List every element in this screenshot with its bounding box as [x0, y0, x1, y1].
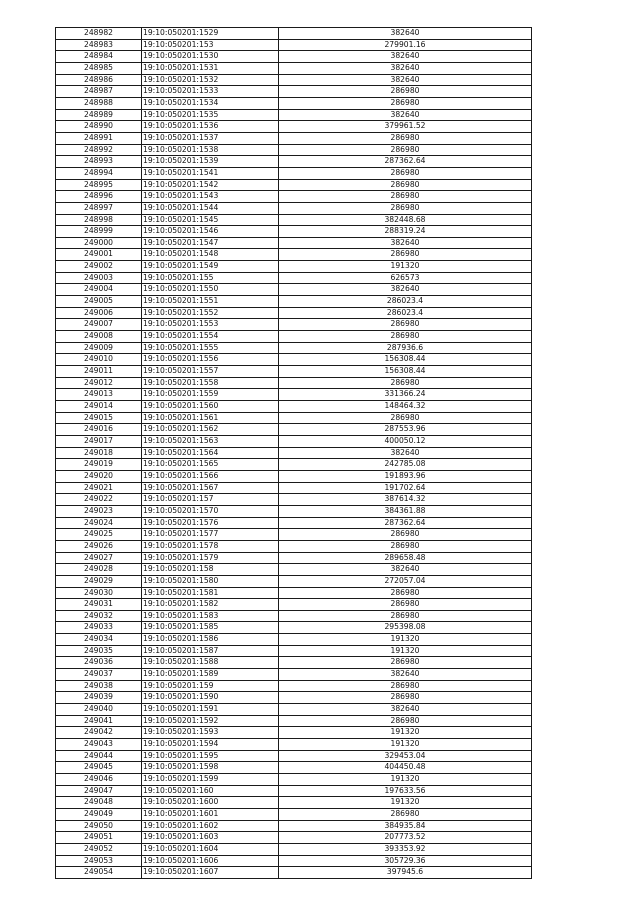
cadastral-number-cell: 19:10:050201:1547 [142, 237, 279, 249]
value-cell: 286980 [279, 179, 532, 191]
table-row [56, 657, 532, 669]
table-row [56, 727, 532, 739]
table-row [56, 459, 532, 471]
value-cell: 191320 [279, 739, 532, 751]
row-id-cell: 249033 [56, 622, 142, 634]
cadastral-number-cell: 19:10:050201:1560 [142, 401, 279, 413]
row-id-cell: 248995 [56, 179, 142, 191]
table-row [56, 261, 532, 273]
row-id-cell: 249046 [56, 774, 142, 786]
table-row [56, 575, 532, 587]
table-row [56, 226, 532, 238]
cadastral-number-cell: 19:10:050201:1589 [142, 669, 279, 681]
row-id-cell: 249007 [56, 319, 142, 331]
cadastral-number-cell: 19:10:050201:1557 [142, 366, 279, 378]
table-row [56, 319, 532, 331]
cadastral-number-cell: 19:10:050201:1556 [142, 354, 279, 366]
table-row [56, 808, 532, 820]
value-cell: 379961.52 [279, 121, 532, 133]
value-cell: 404450.48 [279, 762, 532, 774]
row-id-cell: 249013 [56, 389, 142, 401]
document-page [55, 27, 531, 879]
value-cell: 382640 [279, 237, 532, 249]
row-id-cell: 249039 [56, 692, 142, 704]
table-row [56, 272, 532, 284]
table-row [56, 482, 532, 494]
table-row [56, 610, 532, 622]
row-id-cell: 248983 [56, 39, 142, 51]
value-cell: 331366.24 [279, 389, 532, 401]
table-row [56, 179, 532, 191]
value-cell: 148464.32 [279, 401, 532, 413]
row-id-cell: 249000 [56, 237, 142, 249]
value-cell: 289658.48 [279, 552, 532, 564]
data-table [55, 27, 532, 879]
value-cell: 382640 [279, 109, 532, 121]
row-id-cell: 249051 [56, 832, 142, 844]
value-cell: 287553.96 [279, 424, 532, 436]
cadastral-number-cell: 19:10:050201:1558 [142, 377, 279, 389]
value-cell: 156308.44 [279, 354, 532, 366]
row-id-cell: 248987 [56, 86, 142, 98]
value-cell: 295398.08 [279, 622, 532, 634]
value-cell: 286980 [279, 599, 532, 611]
value-cell: 286980 [279, 587, 532, 599]
table-row [56, 156, 532, 168]
cadastral-number-cell: 19:10:050201:1588 [142, 657, 279, 669]
table-row [56, 587, 532, 599]
row-id-cell: 249011 [56, 366, 142, 378]
cadastral-number-cell: 19:10:050201:1544 [142, 202, 279, 214]
cadastral-number-cell: 19:10:050201:160 [142, 785, 279, 797]
value-cell: 382640 [279, 51, 532, 63]
table-row [56, 447, 532, 459]
value-cell: 382640 [279, 62, 532, 74]
row-id-cell: 249018 [56, 447, 142, 459]
value-cell: 286980 [279, 657, 532, 669]
cadastral-number-cell: 19:10:050201:1546 [142, 226, 279, 238]
row-id-cell: 249052 [56, 843, 142, 855]
row-id-cell: 248985 [56, 62, 142, 74]
row-id-cell: 249021 [56, 482, 142, 494]
table-row [56, 715, 532, 727]
table-row [56, 191, 532, 203]
value-cell: 286980 [279, 529, 532, 541]
cadastral-number-cell: 19:10:050201:155 [142, 272, 279, 284]
cadastral-number-cell: 19:10:050201:1554 [142, 331, 279, 343]
cadastral-number-cell: 19:10:050201:1590 [142, 692, 279, 704]
cadastral-number-cell: 19:10:050201:1578 [142, 540, 279, 552]
row-id-cell: 248989 [56, 109, 142, 121]
row-id-cell: 249022 [56, 494, 142, 506]
table-body [56, 28, 532, 879]
table-row [56, 167, 532, 179]
table-row [56, 540, 532, 552]
cadastral-number-cell: 19:10:050201:1587 [142, 645, 279, 657]
row-id-cell: 249048 [56, 797, 142, 809]
row-id-cell: 248994 [56, 167, 142, 179]
value-cell: 279901.16 [279, 39, 532, 51]
cadastral-number-cell: 19:10:050201:1550 [142, 284, 279, 296]
cadastral-number-cell: 19:10:050201:1551 [142, 296, 279, 308]
value-cell: 382640 [279, 564, 532, 576]
table-row [56, 62, 532, 74]
value-cell: 384935.84 [279, 820, 532, 832]
cadastral-number-cell: 19:10:050201:1581 [142, 587, 279, 599]
cadastral-number-cell: 19:10:050201:1579 [142, 552, 279, 564]
row-id-cell: 249017 [56, 435, 142, 447]
value-cell: 287362.64 [279, 156, 532, 168]
table-row [56, 424, 532, 436]
value-cell: 286980 [279, 132, 532, 144]
table-row [56, 132, 532, 144]
row-id-cell: 249005 [56, 296, 142, 308]
value-cell: 191320 [279, 774, 532, 786]
value-cell: 287362.64 [279, 517, 532, 529]
table-row [56, 855, 532, 867]
table-row [56, 517, 532, 529]
value-cell: 286980 [279, 319, 532, 331]
value-cell: 286980 [279, 249, 532, 261]
table-row [56, 342, 532, 354]
value-cell: 272057.04 [279, 575, 532, 587]
row-id-cell: 249050 [56, 820, 142, 832]
table-row [56, 284, 532, 296]
table-row [56, 645, 532, 657]
row-id-cell: 249041 [56, 715, 142, 727]
row-id-cell: 249010 [56, 354, 142, 366]
table-row [56, 750, 532, 762]
row-id-cell: 249006 [56, 307, 142, 319]
table-row [56, 564, 532, 576]
cadastral-number-cell: 19:10:050201:1542 [142, 179, 279, 191]
cadastral-number-cell: 19:10:050201:1599 [142, 774, 279, 786]
cadastral-number-cell: 19:10:050201:1586 [142, 634, 279, 646]
value-cell: 286023.4 [279, 307, 532, 319]
row-id-cell: 249028 [56, 564, 142, 576]
row-id-cell: 248984 [56, 51, 142, 63]
table-row [56, 389, 532, 401]
cadastral-number-cell: 19:10:050201:1561 [142, 412, 279, 424]
table-row [56, 529, 532, 541]
row-id-cell: 249014 [56, 401, 142, 413]
table-row [56, 202, 532, 214]
cadastral-number-cell: 19:10:050201:1585 [142, 622, 279, 634]
cadastral-number-cell: 19:10:050201:1565 [142, 459, 279, 471]
table-row [56, 832, 532, 844]
table-row [56, 74, 532, 86]
cadastral-number-cell: 19:10:050201:1530 [142, 51, 279, 63]
table-row [56, 867, 532, 879]
row-id-cell: 249027 [56, 552, 142, 564]
row-id-cell: 249043 [56, 739, 142, 751]
row-id-cell: 249015 [56, 412, 142, 424]
table-row [56, 820, 532, 832]
cadastral-number-cell: 19:10:050201:1531 [142, 62, 279, 74]
value-cell: 382640 [279, 28, 532, 40]
value-cell: 397945.6 [279, 867, 532, 879]
row-id-cell: 249034 [56, 634, 142, 646]
cadastral-number-cell: 19:10:050201:1567 [142, 482, 279, 494]
table-row [56, 121, 532, 133]
row-id-cell: 249016 [56, 424, 142, 436]
row-id-cell: 249029 [56, 575, 142, 587]
table-row [56, 39, 532, 51]
cadastral-number-cell: 19:10:050201:1591 [142, 704, 279, 716]
table-row [56, 634, 532, 646]
value-cell: 286980 [279, 412, 532, 424]
table-row [56, 622, 532, 634]
table-row [56, 669, 532, 681]
cadastral-number-cell: 19:10:050201:1553 [142, 319, 279, 331]
value-cell: 286980 [279, 86, 532, 98]
row-id-cell: 249040 [56, 704, 142, 716]
row-id-cell: 248991 [56, 132, 142, 144]
cadastral-number-cell: 19:10:050201:157 [142, 494, 279, 506]
cadastral-number-cell: 19:10:050201:159 [142, 680, 279, 692]
value-cell: 287936.6 [279, 342, 532, 354]
cadastral-number-cell: 19:10:050201:1563 [142, 435, 279, 447]
cadastral-number-cell: 19:10:050201:1593 [142, 727, 279, 739]
value-cell: 382640 [279, 74, 532, 86]
cadastral-number-cell: 19:10:050201:1533 [142, 86, 279, 98]
value-cell: 305729.36 [279, 855, 532, 867]
table-row [56, 785, 532, 797]
cadastral-number-cell: 19:10:050201:158 [142, 564, 279, 576]
value-cell: 191320 [279, 261, 532, 273]
row-id-cell: 249023 [56, 505, 142, 517]
cadastral-number-cell: 19:10:050201:1549 [142, 261, 279, 273]
row-id-cell: 249003 [56, 272, 142, 284]
table-row [56, 692, 532, 704]
value-cell: 387614.32 [279, 494, 532, 506]
value-cell: 384361.88 [279, 505, 532, 517]
cadastral-number-cell: 19:10:050201:1594 [142, 739, 279, 751]
value-cell: 329453.04 [279, 750, 532, 762]
row-id-cell: 249031 [56, 599, 142, 611]
table-row [56, 435, 532, 447]
cadastral-number-cell: 19:10:050201:1535 [142, 109, 279, 121]
table-row [56, 401, 532, 413]
cadastral-number-cell: 19:10:050201:1539 [142, 156, 279, 168]
cadastral-number-cell: 19:10:050201:1592 [142, 715, 279, 727]
row-id-cell: 249009 [56, 342, 142, 354]
table-row [56, 774, 532, 786]
cadastral-number-cell: 19:10:050201:1580 [142, 575, 279, 587]
table-row [56, 237, 532, 249]
cadastral-number-cell: 19:10:050201:1570 [142, 505, 279, 517]
cadastral-number-cell: 19:10:050201:1604 [142, 843, 279, 855]
cadastral-number-cell: 19:10:050201:1543 [142, 191, 279, 203]
table-row [56, 249, 532, 261]
table-row [56, 296, 532, 308]
table-row [56, 307, 532, 319]
value-cell: 286023.4 [279, 296, 532, 308]
cadastral-number-cell: 19:10:050201:1602 [142, 820, 279, 832]
table-row [56, 366, 532, 378]
cadastral-number-cell: 19:10:050201:1566 [142, 470, 279, 482]
cadastral-number-cell: 19:10:050201:1538 [142, 144, 279, 156]
row-id-cell: 249001 [56, 249, 142, 261]
value-cell: 286980 [279, 191, 532, 203]
cadastral-number-cell: 19:10:050201:1529 [142, 28, 279, 40]
row-id-cell: 249025 [56, 529, 142, 541]
row-id-cell: 249008 [56, 331, 142, 343]
row-id-cell: 248997 [56, 202, 142, 214]
value-cell: 191893.96 [279, 470, 532, 482]
row-id-cell: 249045 [56, 762, 142, 774]
value-cell: 197633.56 [279, 785, 532, 797]
row-id-cell: 248999 [56, 226, 142, 238]
value-cell: 382640 [279, 704, 532, 716]
cadastral-number-cell: 19:10:050201:1598 [142, 762, 279, 774]
row-id-cell: 249049 [56, 808, 142, 820]
value-cell: 286980 [279, 808, 532, 820]
row-id-cell: 248990 [56, 121, 142, 133]
value-cell: 382640 [279, 284, 532, 296]
row-id-cell: 248998 [56, 214, 142, 226]
table-row [56, 797, 532, 809]
cadastral-number-cell: 19:10:050201:1536 [142, 121, 279, 133]
table-row [56, 109, 532, 121]
cadastral-number-cell: 19:10:050201:1545 [142, 214, 279, 226]
row-id-cell: 249037 [56, 669, 142, 681]
value-cell: 286980 [279, 202, 532, 214]
table-row [56, 704, 532, 716]
table-row [56, 599, 532, 611]
cadastral-number-cell: 19:10:050201:1555 [142, 342, 279, 354]
value-cell: 286980 [279, 97, 532, 109]
row-id-cell: 249047 [56, 785, 142, 797]
table-row [56, 843, 532, 855]
value-cell: 156308.44 [279, 366, 532, 378]
value-cell: 242785.08 [279, 459, 532, 471]
table-row [56, 470, 532, 482]
row-id-cell: 249053 [56, 855, 142, 867]
value-cell: 382640 [279, 447, 532, 459]
cadastral-number-cell: 19:10:050201:1532 [142, 74, 279, 86]
row-id-cell: 249030 [56, 587, 142, 599]
value-cell: 286980 [279, 377, 532, 389]
cadastral-number-cell: 19:10:050201:153 [142, 39, 279, 51]
row-id-cell: 249036 [56, 657, 142, 669]
table-row [56, 505, 532, 517]
cadastral-number-cell: 19:10:050201:1606 [142, 855, 279, 867]
value-cell: 191320 [279, 797, 532, 809]
row-id-cell: 249019 [56, 459, 142, 471]
value-cell: 393353.92 [279, 843, 532, 855]
cadastral-number-cell: 19:10:050201:1600 [142, 797, 279, 809]
table-row [56, 377, 532, 389]
row-id-cell: 248993 [56, 156, 142, 168]
cadastral-number-cell: 19:10:050201:1537 [142, 132, 279, 144]
value-cell: 286980 [279, 680, 532, 692]
value-cell: 400050.12 [279, 435, 532, 447]
cadastral-number-cell: 19:10:050201:1548 [142, 249, 279, 261]
table-row [56, 494, 532, 506]
row-id-cell: 249026 [56, 540, 142, 552]
table-row [56, 214, 532, 226]
row-id-cell: 249012 [56, 377, 142, 389]
row-id-cell: 248986 [56, 74, 142, 86]
value-cell: 382448.68 [279, 214, 532, 226]
value-cell: 286980 [279, 540, 532, 552]
table-row [56, 680, 532, 692]
table-row [56, 144, 532, 156]
value-cell: 288319.24 [279, 226, 532, 238]
cadastral-number-cell: 19:10:050201:1601 [142, 808, 279, 820]
cadastral-number-cell: 19:10:050201:1559 [142, 389, 279, 401]
cadastral-number-cell: 19:10:050201:1552 [142, 307, 279, 319]
cadastral-number-cell: 19:10:050201:1603 [142, 832, 279, 844]
cadastral-number-cell: 19:10:050201:1576 [142, 517, 279, 529]
cadastral-number-cell: 19:10:050201:1607 [142, 867, 279, 879]
value-cell: 286980 [279, 692, 532, 704]
value-cell: 286980 [279, 610, 532, 622]
row-id-cell: 248982 [56, 28, 142, 40]
value-cell: 286980 [279, 167, 532, 179]
row-id-cell: 249038 [56, 680, 142, 692]
row-id-cell: 249020 [56, 470, 142, 482]
value-cell: 191320 [279, 727, 532, 739]
table-row [56, 86, 532, 98]
cadastral-number-cell: 19:10:050201:1541 [142, 167, 279, 179]
cadastral-number-cell: 19:10:050201:1534 [142, 97, 279, 109]
row-id-cell: 249032 [56, 610, 142, 622]
row-id-cell: 248988 [56, 97, 142, 109]
row-id-cell: 249054 [56, 867, 142, 879]
cadastral-number-cell: 19:10:050201:1582 [142, 599, 279, 611]
table-row [56, 762, 532, 774]
row-id-cell: 249044 [56, 750, 142, 762]
value-cell: 382640 [279, 669, 532, 681]
cadastral-number-cell: 19:10:050201:1583 [142, 610, 279, 622]
table-row [56, 552, 532, 564]
table-row [56, 51, 532, 63]
cadastral-number-cell: 19:10:050201:1562 [142, 424, 279, 436]
value-cell: 191320 [279, 634, 532, 646]
value-cell: 286980 [279, 331, 532, 343]
table-row [56, 331, 532, 343]
table-row [56, 739, 532, 751]
cadastral-number-cell: 19:10:050201:1595 [142, 750, 279, 762]
table-row [56, 412, 532, 424]
value-cell: 286980 [279, 715, 532, 727]
row-id-cell: 248996 [56, 191, 142, 203]
row-id-cell: 248992 [56, 144, 142, 156]
value-cell: 207773.52 [279, 832, 532, 844]
value-cell: 626573 [279, 272, 532, 284]
row-id-cell: 249042 [56, 727, 142, 739]
table-row [56, 354, 532, 366]
value-cell: 191702.64 [279, 482, 532, 494]
row-id-cell: 249004 [56, 284, 142, 296]
row-id-cell: 249002 [56, 261, 142, 273]
table-row [56, 97, 532, 109]
cadastral-number-cell: 19:10:050201:1564 [142, 447, 279, 459]
row-id-cell: 249035 [56, 645, 142, 657]
row-id-cell: 249024 [56, 517, 142, 529]
value-cell: 286980 [279, 144, 532, 156]
table-row [56, 28, 532, 40]
value-cell: 191320 [279, 645, 532, 657]
cadastral-number-cell: 19:10:050201:1577 [142, 529, 279, 541]
